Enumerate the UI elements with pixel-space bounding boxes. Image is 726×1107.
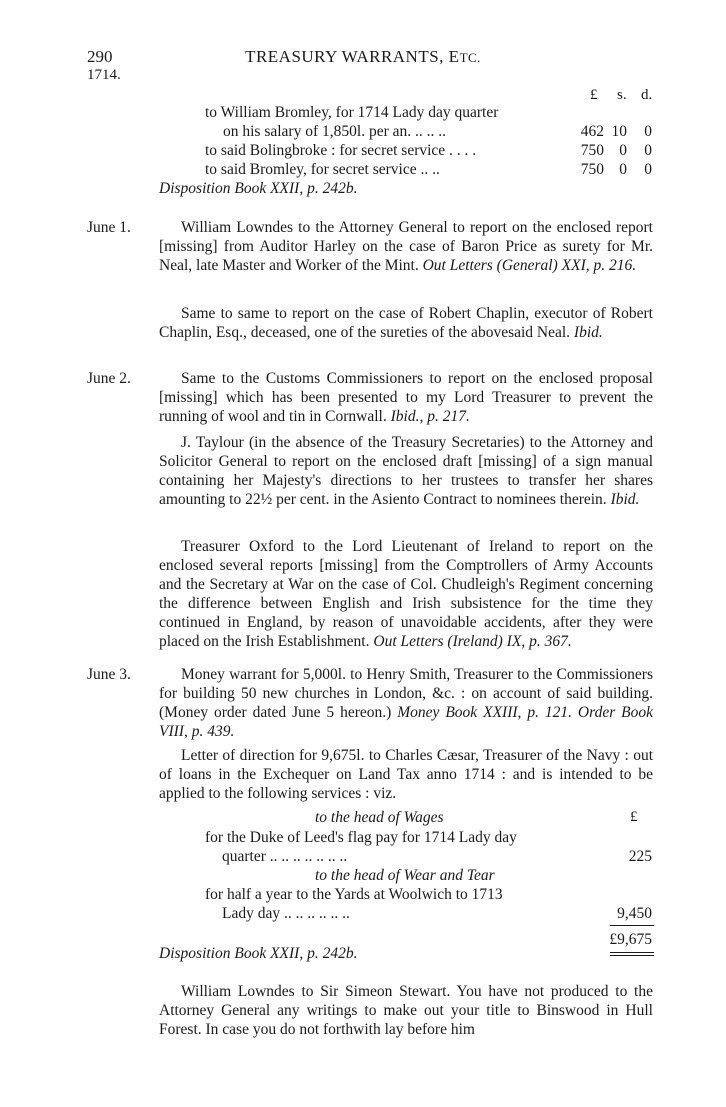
services-total: £9,675 bbox=[609, 931, 652, 948]
entry-paragraph bbox=[159, 665, 653, 741]
block1-line3-shillings: 0 bbox=[619, 142, 627, 159]
entry-ref: Money Book XXIII, p. 121. Order Book VIII, p. 439. bbox=[159, 704, 653, 740]
entry-ref: Out Letters (General) XXI, p. 216. bbox=[422, 257, 637, 274]
currency-pounds: £ bbox=[590, 87, 598, 103]
entry-ref: Ibid. bbox=[573, 324, 603, 341]
services-line: for half a year to the Yards at Woolwich to 1713 bbox=[205, 886, 503, 903]
services-line: for the Duke of Leed's flag pay for 1714 Lady day bbox=[205, 829, 517, 846]
block1-line3-pounds: 750 bbox=[580, 142, 604, 159]
entry-paragraph bbox=[159, 369, 653, 426]
block1-line2-pounds: 462 bbox=[580, 123, 604, 140]
entry-date: June 3. bbox=[87, 666, 131, 683]
block1-line4-pence: 0 bbox=[644, 161, 652, 178]
block1-line1: to William Bromley, for 1714 Lady day quarter bbox=[205, 104, 499, 121]
services-disposition-ref: Disposition Book XXII, p. 242b. bbox=[159, 945, 358, 962]
entry-text: Same to the Customs Commissioners to report on the enclosed proposal [missing] which has been presented to my Lord Treasurer to prevent the running of wool and tin in Cornwall. bbox=[159, 370, 653, 425]
entry-text: Treasurer Oxford to the Lord Lieutenant of Ireland to report on the enclosed several reports [missing] from the Comptrollers of Army Accounts and the Secretary at War on the case of Col. Chudleigh's Regiment concerning the difference between English and Irish subsistence for the time they continued in England, by reason of unavoidable accidents, after they were placed on the Irish Establishment. bbox=[159, 538, 653, 650]
services-line: Lady day .. .. .. .. .. .. bbox=[222, 905, 350, 922]
block1-line2-shillings: 10 bbox=[611, 123, 627, 140]
entry-paragraph bbox=[159, 433, 653, 509]
page-number: 290 bbox=[87, 47, 113, 66]
entry-paragraph bbox=[159, 304, 653, 342]
entry-text: J. Taylour (in the absence of the Treasury Secretaries) to the Attorney and Solicitor General to report on the enclosed draft [missing] of a sign manual containing her Majesty's directions to her trustees to transfer her shares amounting to 22½ per cent. in the Asiento Contract to nominees therein. bbox=[159, 434, 653, 508]
entry-date: June 1. bbox=[87, 219, 131, 236]
running-title-main: TREASURY WARRANTS, E bbox=[245, 47, 460, 66]
entry-text: William Lowndes to the Attorney General to report on the enclosed report [missing] from Auditor Harley on the case of Baron Price as surety for Mr. Neal, late Master and Worker of the Mint. bbox=[159, 219, 653, 274]
entry-paragraph bbox=[159, 746, 653, 803]
block1-line4-pounds: 750 bbox=[580, 161, 604, 178]
year-marker: 1714. bbox=[87, 67, 121, 83]
sum-rule bbox=[610, 925, 654, 926]
services-amount-wear-and-tear: 9,450 bbox=[617, 905, 652, 922]
entry-ref: Out Letters (Ireland) IX, p. 367. bbox=[373, 633, 572, 650]
services-head-wear-and-tear: to the head of Wear and Tear bbox=[315, 867, 495, 884]
currency-shillings: s. bbox=[617, 87, 627, 103]
block1-line2: on his salary of 1,850l. per an. .. .. .. bbox=[223, 123, 446, 140]
services-line: quarter .. .. .. .. .. .. .. bbox=[222, 848, 348, 865]
block1-line4-shillings: 0 bbox=[619, 161, 627, 178]
services-pound-sign: £ bbox=[630, 809, 638, 825]
currency-pence: d. bbox=[641, 87, 653, 103]
block1-line4: to said Bromley, for secret service .. .. bbox=[205, 161, 440, 178]
entry-text: Same to same to report on the case of Robert Chaplin, executor of Robert Chaplin, Esq., deceased, one of the sureties of the abovesaid Neal. bbox=[159, 305, 653, 341]
total-double-rule-bottom bbox=[610, 955, 654, 956]
total-double-rule-top bbox=[610, 952, 654, 953]
entry-date: June 2. bbox=[87, 370, 131, 387]
entry-paragraph bbox=[159, 218, 653, 275]
block1-disposition-ref: Disposition Book XXII, p. 242b. bbox=[159, 180, 358, 197]
running-title-smallcaps: TC. bbox=[459, 50, 481, 65]
block1-line3-pence: 0 bbox=[644, 142, 652, 159]
entry-ref: Ibid. bbox=[610, 491, 640, 508]
running-title bbox=[0, 47, 726, 67]
services-head-wages: to the head of Wages bbox=[315, 809, 444, 826]
entry-paragraph bbox=[159, 537, 653, 651]
services-amount-wages: 225 bbox=[628, 848, 652, 865]
entry-ref: Ibid., p. 217. bbox=[390, 408, 470, 425]
block1-line2-pence: 0 bbox=[644, 123, 652, 140]
final-paragraph: William Lowndes to Sir Simeon Stewart. You have not produced to the Attorney General any writings to make out your title to Binswood in Hull Forest. In case you do not forthwith lay before him bbox=[159, 983, 653, 1038]
block1-line3: to said Bolingbroke : for secret service . . . . bbox=[205, 142, 477, 159]
entry-text: Money warrant for 5,000l. to Henry Smith, Treasurer to the Commissioners for building 50 new churches in London, &c. : on account of said building. (Money order dated June 5 hereon.) bbox=[159, 666, 653, 721]
entry-text: Letter of direction for 9,675l. to Charles Cæsar, Treasurer of the Navy : out of loans in the Exchequer on Land Tax anno 1714 : and is intended to be applied to the following services : viz. bbox=[159, 747, 653, 802]
